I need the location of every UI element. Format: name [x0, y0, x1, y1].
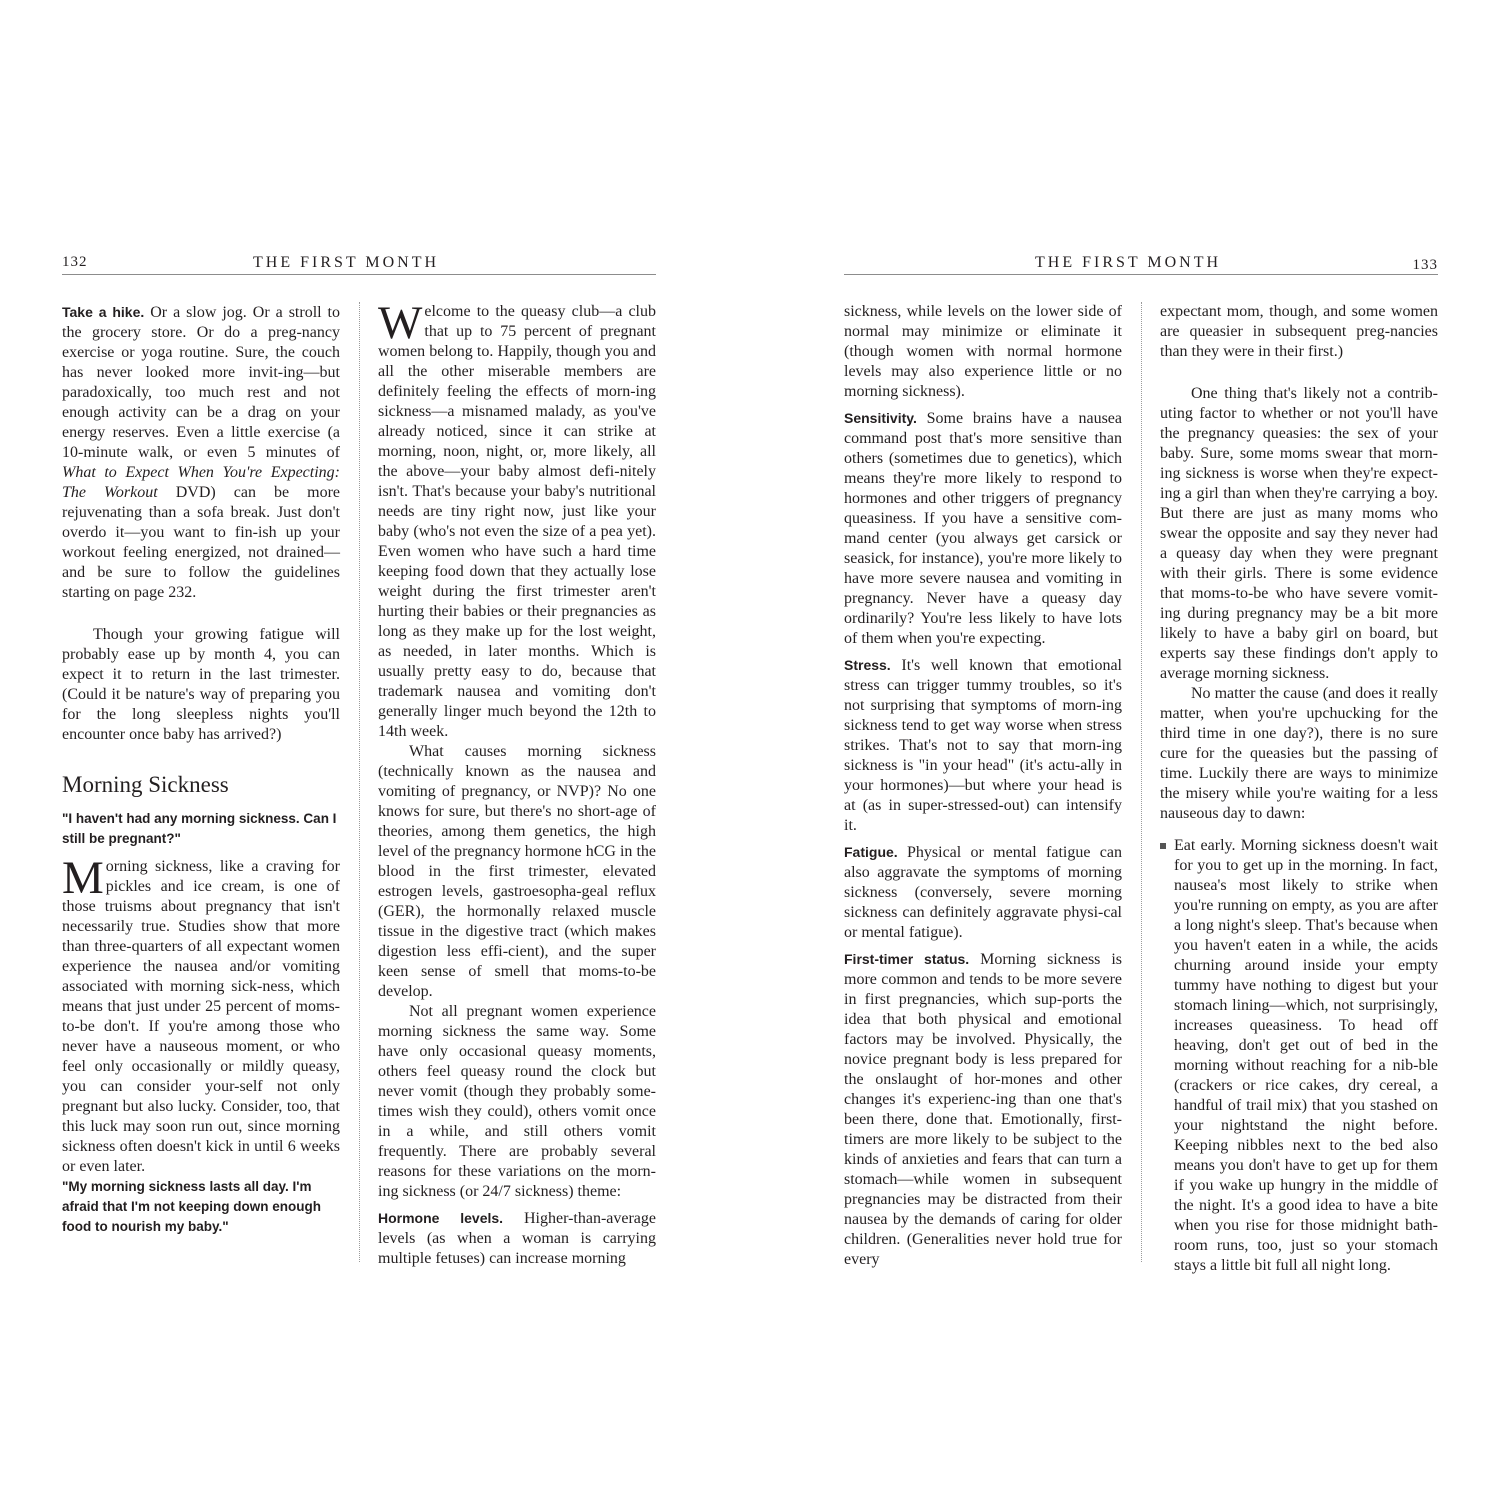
run-in-fatigue: Fatigue.	[844, 844, 898, 860]
left-page	[62, 248, 657, 1267]
welcome-text: elcome to the queasy club—a club that up to 75 percent of pregnant women belong to. Happily, though you and all the other miserable members are definitely feeling the effects of morn-ing sickness—a misnamed malady, as you've already noticed, since it can strike at morning, noon, night, or, more likely, all the above—your baby almost defi-nitely isn't. That's because your baby's nutritional needs are tiny right now, just like your baby (who's not even the size of a pea yet). Even women who have such a hard time keeping food down that they actually lose weight during the first trimester aren't hurting their babies or their pregnancies as long as they make up for the lost weight, as needed, in later months. Which is usually pretty easy to do, because that trademark nausea and vomiting don't generally linger much beyond the 12th to 14th week.	[378, 303, 656, 740]
fatigue-factor-text: Physical or mental fatigue can also aggravate the symptoms of morning sickness (conversely, severe morning sickness can definitely aggravate physi-cal or mental fatigue).	[844, 844, 1122, 941]
left-column-2	[378, 297, 657, 1269]
column-divider-left	[359, 302, 360, 1262]
one-thing-paragraph: One thing that's likely not a contrib-uting factor to whether or not you'll have the pregnancy queasies: the sex of your baby. Sure, some moms swear that morn-ing sickness is worse when they're expect-ing a girl than when they're carrying a boy. But there are just as many moms who swear the opposite and say they never had a queasy day when they were pregnant with their girls. There is some evidence that moms-to-be who have severe vomit-ing during pregnancy may be a bit more likely to have a baby girl on board, but experts say these findings don't apply to average morning sickness.	[1160, 385, 1438, 682]
right-running-head	[844, 248, 1438, 275]
right-column-2	[1160, 302, 1438, 1276]
stress-paragraph	[844, 655, 1122, 836]
stress-text: It's well known that emotional stress can trigger tummy troubles, so it's not surprising that symptoms of morn-ing sickness tend to get way worse when stress strikes. That's not to say that morn-ing sickness is "in your head" (it's actu-ally in your hormones)—but where your head is at (as in super-stressed-out) can intensify it.	[844, 657, 1122, 834]
hike-text-b: DVD) can be more rejuvenating than a sofa break. Just don't overdo it—you want to fin-ish up your workout feeling energized, not drained—and be sure to follow the guidelines starting on page 232.	[62, 484, 340, 601]
fatigue-paragraph: Though your growing fatigue will probably ease up by month 4, you can expect it to return in the last trimester. (Could it be nature's way of preparing you for the long sleepless nights you'll encounter once baby has arrived?)	[62, 626, 340, 743]
question-no-morning-sickness: "I haven't had any morning sickness. Can I still be pregnant?"	[62, 811, 337, 846]
sensitivity-paragraph	[844, 408, 1122, 649]
list-item: Eat early. Morning sickness doesn't wait for you to get up in the morning. In fact, nausea's most likely to strike when you're running on empty, as you are after a long night's sleep. That's because when you haven't eaten in a while, the acids churning around inside your empty tummy have nothing to digest but your stomach lining—which, not surprisingly, increases queasiness. To head off heaving, don't get out of bed in the morning without reaching for a nib-ble (crackers or rice cakes, dry cereal, a handful of trail mix) that you stashed on your nightstand the night before. Keeping nibbles next to the bed also means you don't have to get up for them if you wake up hungry in the middle of the night. It's a good idea to have a bite when you rise for those midnight bath-room runs, too, just so your stomach stays a little bit full all night long.	[1160, 836, 1438, 1276]
hormone-levels-text: Higher-than-average levels (as when a woman is carrying multiple fetuses) can increase morning	[378, 1210, 657, 1267]
left-running-head	[62, 248, 656, 275]
causes-paragraph: What causes morning sickness (technically known as the nausea and vomiting of pregnancy, or NVP)? No one knows for sure, but there's no short-age of theories, among them genetics, the high level of the pregnancy hormone hCG in the blood in the first trimester, elevated estrogen levels, gastroesopha-geal reflux (GER), the hormonally relaxed muscle tissue in the digestive tract (which makes digestion less effi-cient), and the super keen sense of smell that moms-to-be develop.	[378, 743, 656, 1000]
first-timer-continued-paragraph: expectant mom, though, and some women are queasier in subsequent preg-nancies than they were in their first.)	[1160, 303, 1438, 360]
no-matter-paragraph: No matter the cause (and does it really matter, when you're upchucking for the third time in one day?), there is no sure cure for the queasies but the passing of time. Luckily there are ways to minimize the misery while you're waiting for a less nauseous day to dawn:	[1160, 685, 1438, 822]
hormone-levels-paragraph	[378, 1208, 656, 1269]
running-head-title-right: THE FIRST MONTH	[1035, 254, 1222, 271]
first-timer-text: Morning sickness is more common and tends to be more severe in first pregnancies, which sup-ports the idea that both physical and emotional factors may be involved. Physically, the novice pregnant body is less prepared for the onslaught of hor-mones and other changes it's experienc-ing than one that's been there, done that. Emotionally, first-timers are more likely to be subject to the kinds of anxieties and fears that can turn a stomach—while women in subsequent pregnancies may be distracted from their nausea by the demands of caring for older children. (Generalities never hold true for every	[844, 951, 1122, 1268]
left-column-1	[62, 302, 340, 1245]
left-page-columns	[62, 297, 657, 1302]
hormone-continued-paragraph: sickness, while levels on the lower side of normal may minimize or eliminate it (though women with normal hormone levels may also experience little or no morning sickness).	[844, 303, 1122, 400]
run-in-stress: Stress.	[844, 657, 891, 673]
not-all-paragraph: Not all pregnant women experience morning sickness the same way. Some have only occasional queasy moments, others feel queasy round the clock but never vomit (though they probably some-times wish they could), others vomit once in a while, and still others vomit frequently. There are probably several reasons for these variations on the morn-ing sickness (or 24/7 sickness) theme:	[378, 1003, 656, 1200]
run-in-hormone-levels: Hormone levels.	[378, 1210, 504, 1226]
tips-list	[1160, 836, 1438, 1276]
section-heading-morning-sickness: Morning Sickness	[62, 772, 229, 797]
right-page-columns	[844, 302, 1438, 1302]
right-page	[844, 248, 1438, 1274]
take-a-hike-paragraph	[62, 302, 340, 603]
drop-cap-w: W	[378, 297, 423, 349]
hike-text-a: Or a slow jog. Or a stroll to the grocery store. Or do a preg-nancy exercise or yoga routine. Sure, the couch has never looked more invit-ing—but paradoxically, too much rest and not enough activity can be a drag on your energy reserves. Even a little exercise (a 10-minute walk, or even 5 minutes of	[62, 304, 340, 461]
page-number-left: 132	[62, 254, 88, 270]
running-head-title-left: THE FIRST MONTH	[253, 254, 440, 271]
drop-cap-m: M	[62, 852, 104, 904]
welcome-paragraph	[378, 297, 656, 742]
run-in-sensitivity: Sensitivity.	[844, 410, 917, 426]
answer-no-morning-sickness	[62, 852, 340, 1177]
page-number-right: 133	[1412, 257, 1438, 273]
run-in-first-timer-status: First-timer status.	[844, 951, 970, 967]
question-all-day-sickness: "My morning sickness lasts all day. I'm afraid that I'm not keeping down enough food to nourish my baby."	[62, 1179, 321, 1234]
workout-dvd-title: What to Expect When You're Expecting: The Workout	[62, 464, 340, 501]
answer-no-morning-sickness-text: orning sickness, like a craving for pickles and ice cream, is one of those truisms about pregnancy that isn't necessarily true. Studies show that more than three-quarters of all expectant women experience the nausea and/or vomiting associated with morning sick-ness, which means that just under 25 percent of moms-to-be don't. If you're among those who never have a nauseous moment, or who feel only occasionally or mildly queasy, you can consider your-self not only pregnant but also lucky. Consider, too, that this luck may soon run out, since morning sickness often doesn't kick in until 6 weeks or even later.	[62, 858, 340, 1175]
sensitivity-text: Some brains have a nausea command post that's more sensitive than others (sometimes due to genetics), which means they're more likely to respond to hormones and other triggers of pregnancy queasiness. If you have a sensitive com-mand center (you always get carsick or seasick, for instance), you're more likely to have more severe nausea and vomiting in pregnancy. Never have a queasy day ordinarily? You're less likely to have lots of them when you're expecting.	[844, 410, 1122, 647]
right-column-1	[844, 302, 1122, 1270]
run-in-take-a-hike: Take a hike.	[62, 304, 145, 320]
column-divider-right	[1141, 302, 1142, 1262]
first-timer-paragraph	[844, 949, 1122, 1270]
fatigue-factor-paragraph	[844, 842, 1122, 943]
